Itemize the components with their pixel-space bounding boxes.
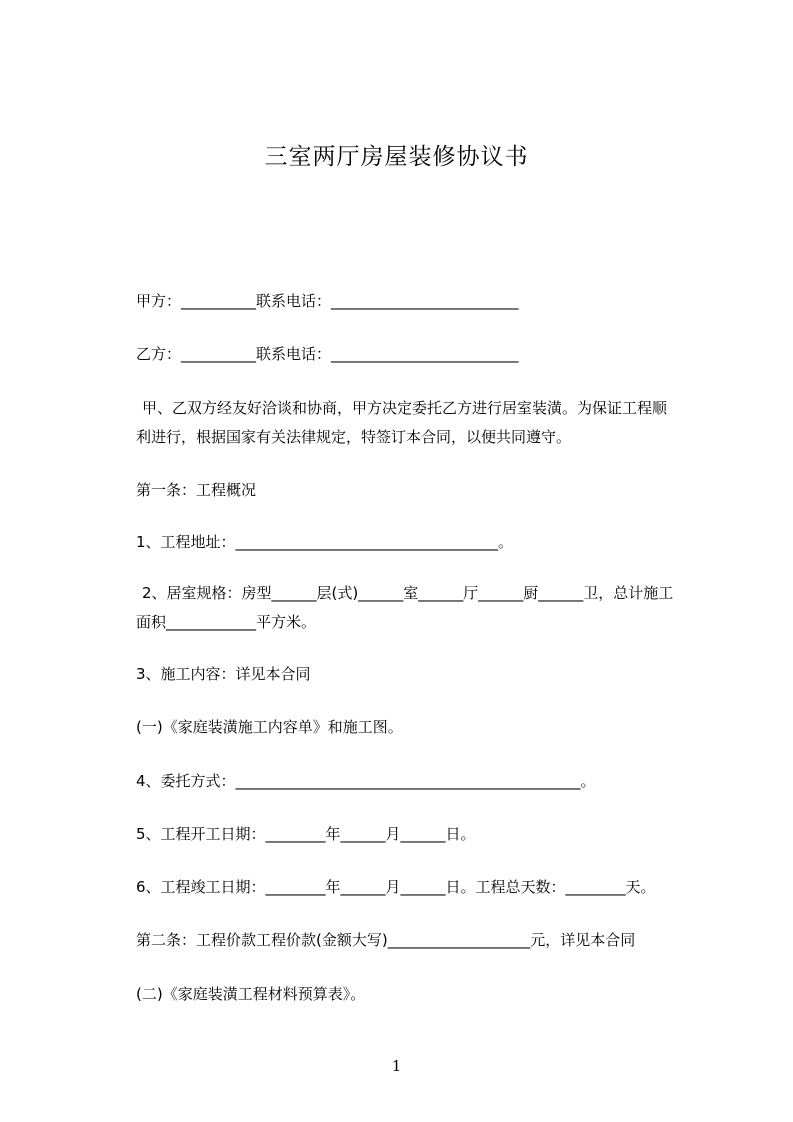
document-title: 三室两厅房屋装修协议书 — [264, 144, 529, 170]
article-2-price: 第二条：工程价款工程价款(金额大写)___________________元，详见本合同 — [136, 931, 636, 949]
item-2-line-2: 面积____________平方米。 — [136, 613, 317, 631]
page-number: 1 — [391, 1057, 402, 1075]
item-1-address: 1、工程地址：___________________________________。 — [136, 533, 514, 551]
item-6-finish-date: 6、工程竣工日期：________年______月______日。工程总天数：________天。 — [136, 878, 656, 896]
item-3-content: 3、施工内容：详见本合同 — [136, 665, 311, 683]
item-4-method: 4、委托方式：______________________________________________。 — [136, 772, 596, 790]
item-5-start-date: 5、工程开工日期：________年______月______日。 — [136, 825, 476, 843]
intro-line-1: 甲、乙双方经友好洽谈和协商，甲方决定委托乙方进行居室装潢。为保证工程顺 — [142, 399, 668, 417]
sub-list-1: (一)《家庭装潢施工内容单》和施工图。 — [136, 718, 403, 736]
party-a-line: 甲方：__________联系电话：_________________________ — [136, 292, 519, 310]
item-2-specification — [136, 579, 716, 637]
sub-list-2: (二)《家庭装潢工程材料预算表》。 — [136, 985, 366, 1003]
article-1-heading: 第一条：工程概况 — [136, 481, 257, 499]
item-2-line-1: 2、居室规格：房型______层(式)______室______厅______厨______卫，总计施工 — [142, 584, 674, 602]
party-b-line: 乙方：__________联系电话：_________________________ — [136, 345, 519, 363]
intro-line-2: 利进行，根据国家有关法律规定，特签订本合同，以便共同遵守。 — [136, 428, 572, 446]
intro-paragraph — [136, 394, 716, 452]
